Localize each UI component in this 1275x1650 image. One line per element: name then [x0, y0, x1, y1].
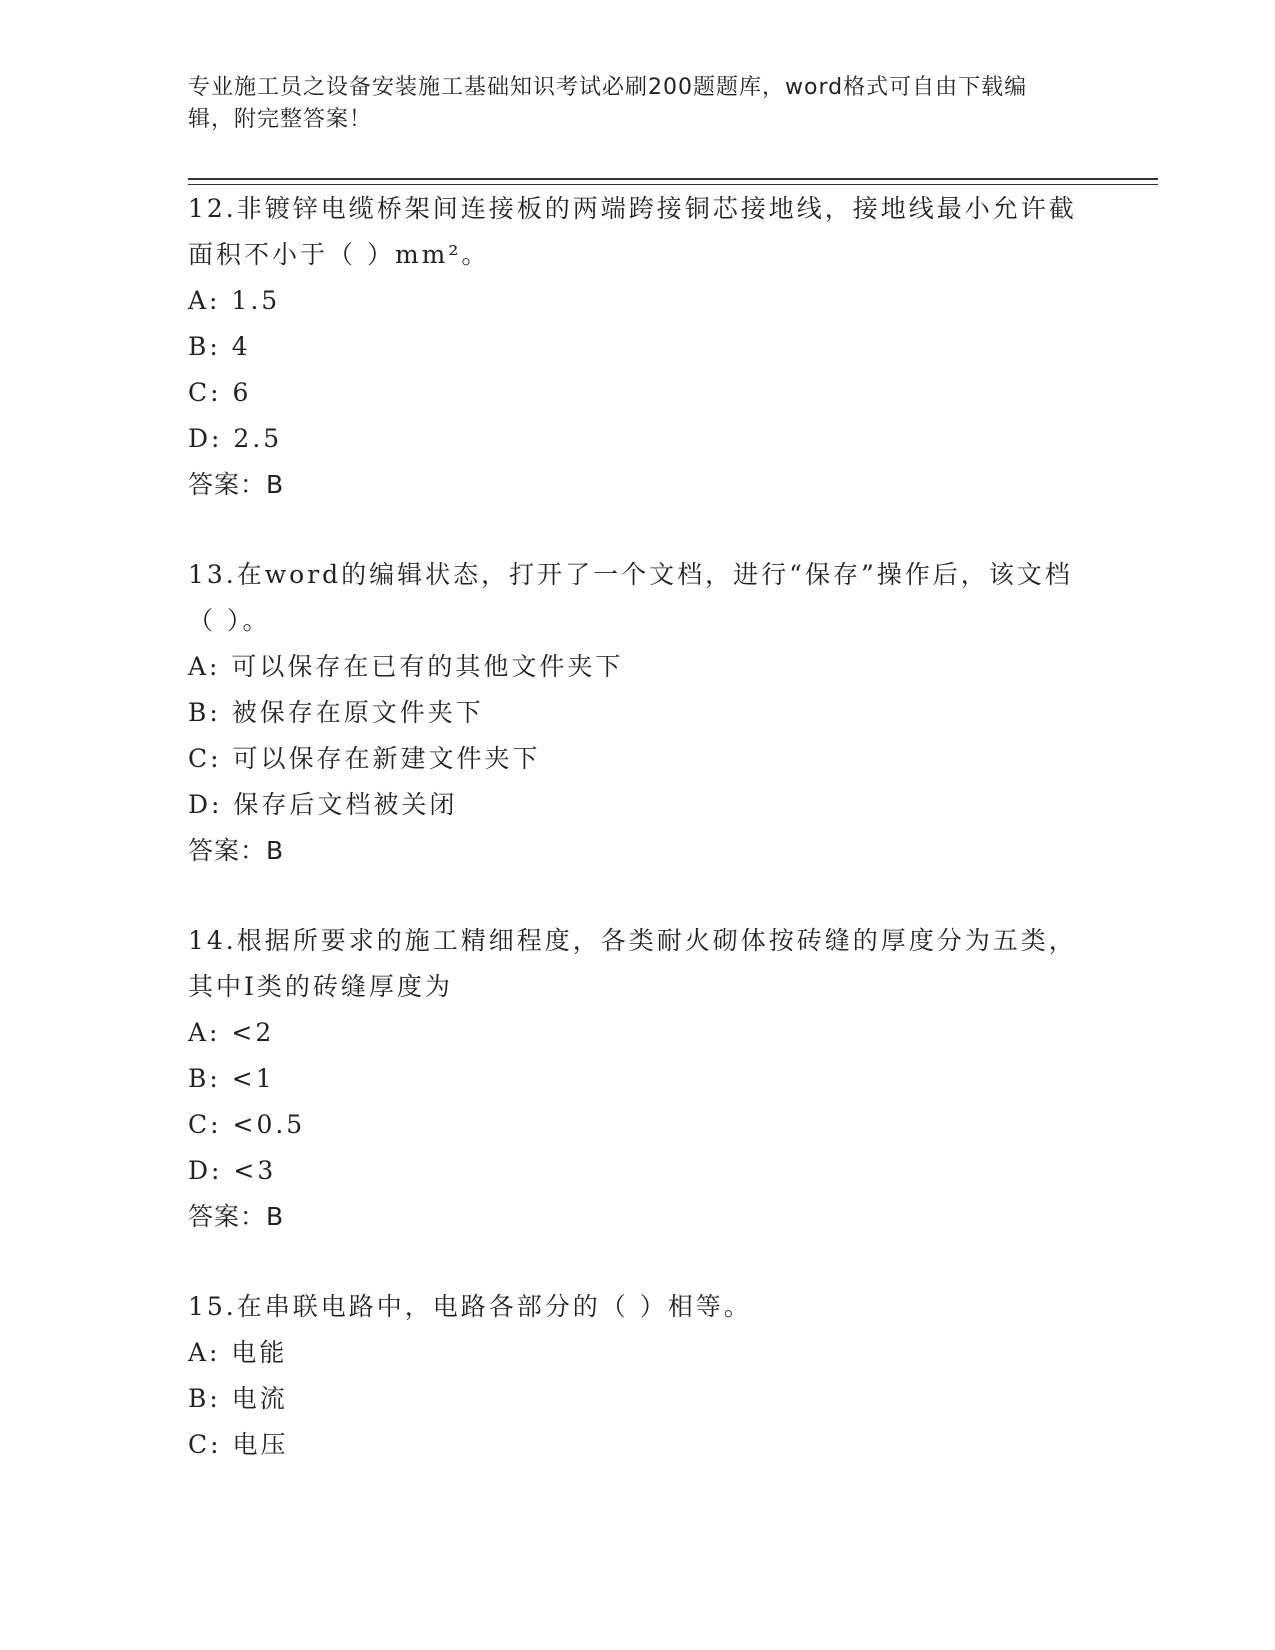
question-13 — [188, 552, 1088, 874]
question-text: 13.在word的编辑状态，打开了一个文档，进行“保存”操作后，该文档（ ）。 — [188, 560, 1073, 635]
option-a: A: <2 — [188, 1018, 275, 1047]
option-d: D: <3 — [188, 1156, 277, 1185]
option-c: C: <0.5 — [188, 1110, 306, 1139]
option-b: B: <1 — [188, 1064, 275, 1093]
question-text: 14.根据所要求的施工精细程度，各类耐火砌体按砖缝的厚度分为五类，其中I类的砖缝厚度为 — [188, 926, 1077, 1001]
option-c: C: 6 — [188, 378, 252, 407]
answer-line: 答案：B — [188, 470, 285, 499]
question-text: 15.在串联电路中，电路各部分的（ ）相等。 — [188, 1292, 752, 1321]
header-divider-thin — [188, 184, 1158, 185]
option-d: D: 2.5 — [188, 424, 283, 453]
option-b: B: 被保存在原文件夹下 — [188, 698, 484, 727]
answer-line: 答案：B — [188, 836, 285, 865]
option-c: C: 可以保存在新建文件夹下 — [188, 744, 541, 773]
question-15 — [188, 1284, 1088, 1468]
answer-line: 答案：B — [188, 1202, 285, 1231]
question-12 — [188, 186, 1088, 508]
question-list — [188, 186, 1088, 1512]
option-c: C: 电压 — [188, 1430, 289, 1459]
option-d: D: 保存后文档被关闭 — [188, 790, 458, 819]
option-a: A: 可以保存在已有的其他文件夹下 — [188, 652, 624, 681]
question-14 — [188, 918, 1088, 1240]
option-b: B: 电流 — [188, 1384, 288, 1413]
option-b: B: 4 — [188, 332, 251, 361]
option-a: A: 电能 — [188, 1338, 288, 1367]
question-text: 12.非镀锌电缆桥架间连接板的两端跨接铜芯接地线，接地线最小允许截面积不小于（ ）mm²。 — [188, 194, 1077, 269]
document-header: 专业施工员之设备安装施工基础知识考试必刷200题题库，word格式可自由下载编辑，附完整答案！ — [188, 75, 1028, 132]
header-divider-thick — [188, 178, 1158, 180]
option-a: A: 1.5 — [188, 286, 281, 315]
